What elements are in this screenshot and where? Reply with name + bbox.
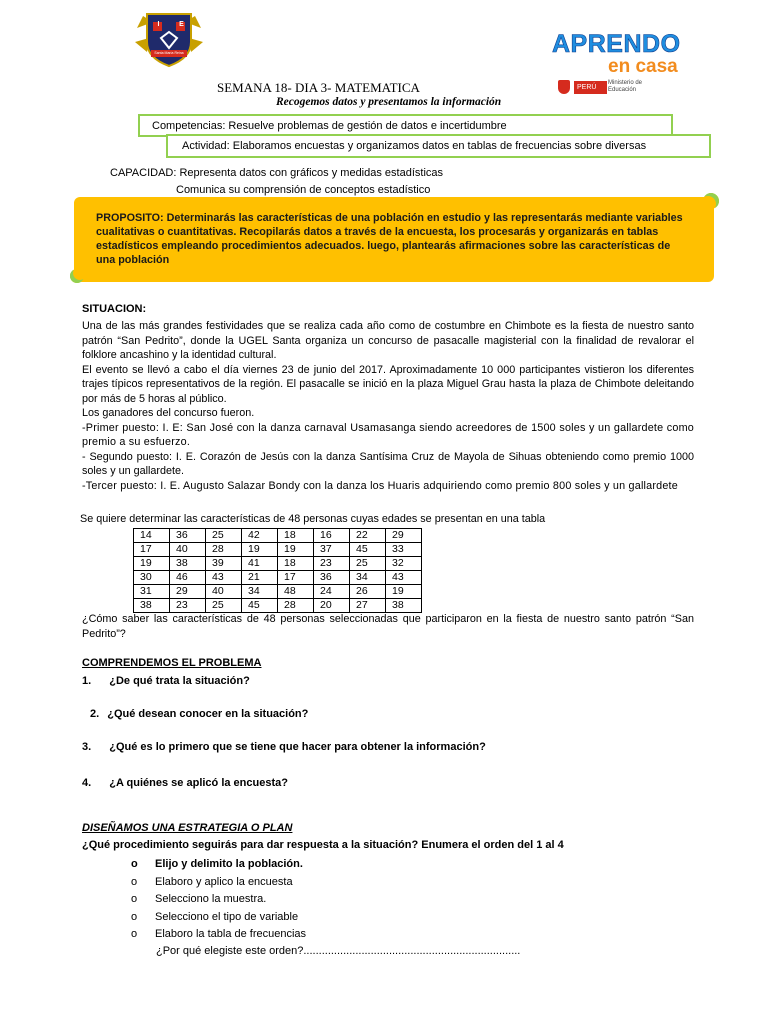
peru-shield-icon bbox=[558, 80, 570, 94]
actividad-box bbox=[166, 134, 711, 158]
ages-table-cell: 25 bbox=[206, 599, 242, 613]
plan-option-5: o Elaboro la tabla de frecuencias bbox=[155, 926, 306, 944]
ages-table-row bbox=[134, 571, 422, 585]
ages-table-cell: 20 bbox=[314, 599, 350, 613]
ages-table-cell: 29 bbox=[170, 585, 206, 599]
logo-school-name: Santa María Reina bbox=[154, 51, 184, 55]
comprendemos-heading: COMPRENDEMOS EL PROBLEMA bbox=[82, 657, 262, 669]
school-logo bbox=[133, 8, 205, 70]
situacion-heading: SITUACION: bbox=[82, 303, 147, 315]
ages-table-cell: 18 bbox=[278, 529, 314, 543]
question-4 bbox=[82, 777, 288, 789]
question-3 bbox=[82, 741, 486, 753]
ages-table-cell: 24 bbox=[314, 585, 350, 599]
competencias-text: Competencias: Resuelve problemas de gestión de datos e incertidumbre bbox=[152, 120, 507, 132]
ages-table-cell: 29 bbox=[386, 529, 422, 543]
ages-table-cell: 36 bbox=[170, 529, 206, 543]
ages-table-cell: 25 bbox=[206, 529, 242, 543]
disenamos-heading: DISEÑAMOS UNA ESTRATEGIA O PLAN bbox=[82, 822, 293, 834]
ages-table-cell: 30 bbox=[134, 571, 170, 585]
plan-option-2: o Elaboro y aplico la encuesta bbox=[155, 874, 306, 892]
ages-table-cell: 14 bbox=[134, 529, 170, 543]
ages-table-cell: 23 bbox=[170, 599, 206, 613]
ages-table-row bbox=[134, 529, 422, 543]
ages-table-cell: 43 bbox=[386, 571, 422, 585]
brand-country: PERÚ bbox=[574, 81, 607, 94]
ages-table-row bbox=[134, 585, 422, 599]
capacidad-line1: CAPACIDAD: Representa datos con gráficos y medidas estadísticas bbox=[110, 167, 444, 179]
why-order-question: ¿Por qué elegiste este orden?....................................................................... bbox=[156, 945, 521, 957]
ages-table-cell: 43 bbox=[206, 571, 242, 585]
question-1-num: 1. bbox=[82, 675, 92, 687]
ages-table-cell: 26 bbox=[350, 585, 386, 599]
ages-table-cell: 23 bbox=[314, 557, 350, 571]
ages-table-cell: 22 bbox=[350, 529, 386, 543]
ages-table bbox=[133, 528, 422, 613]
question-3-text: ¿Qué es lo primero que se tiene que hacer para obtener la información? bbox=[109, 741, 486, 753]
ages-table-cell: 45 bbox=[350, 543, 386, 557]
ages-table-cell: 37 bbox=[314, 543, 350, 557]
brand-line1: APRENDO bbox=[552, 30, 681, 58]
ages-table-cell: 38 bbox=[170, 557, 206, 571]
ages-table-cell: 40 bbox=[170, 543, 206, 557]
ages-table-cell: 27 bbox=[350, 599, 386, 613]
situacion-p2: El evento se llevó a cabo el día viernes 23 de junio del 2017. Aproximadamente 10 000 participantes vistieron los diferentes trajes típicos representativos de la región. El pasacalle se inició en la plaza Miguel Grau hasta la plaza de Chimbote deleitando por más de 5 horas al público. bbox=[82, 363, 694, 405]
banner-curl-icon bbox=[703, 193, 719, 209]
brand-ministry: Ministerio de Educación bbox=[608, 80, 643, 93]
ages-table-cell: 17 bbox=[278, 571, 314, 585]
question-4-text: ¿A quiénes se aplicó la encuesta? bbox=[109, 777, 288, 789]
disenamos-question: ¿Qué procedimiento seguirás para dar respuesta a la situación? Enumera el orden del 1 al 4 bbox=[82, 839, 564, 851]
ages-table-row bbox=[134, 543, 422, 557]
question-4-num: 4. bbox=[82, 777, 92, 789]
ages-table-cell: 19 bbox=[134, 557, 170, 571]
subtitle: Recogemos datos y presentamos la información bbox=[276, 96, 502, 108]
actividad-text: Actividad: Elaboramos encuestas y organizamos datos en tablas de frecuencias sobre diversas bbox=[182, 140, 647, 152]
ages-table-cell: 48 bbox=[278, 585, 314, 599]
situacion-p3: Los ganadores del concurso fueron. bbox=[82, 407, 255, 419]
ages-table-cell: 45 bbox=[242, 599, 278, 613]
ages-table-cell: 28 bbox=[206, 543, 242, 557]
ages-table-cell: 18 bbox=[278, 557, 314, 571]
proposito-text: PROPOSITO: Determinarás las características de una población en estudio y las representarás mediante variables cualitativas o cuantitativas. Recopilarás datos a través de la encuesta, los procesarás y organizarás en tablas estadísticos empleando procedimientos adecuados. luego, plantearás afirmaciones sobre las características de una población bbox=[96, 212, 683, 266]
plan-option-1: o Elijo y delimito la población. bbox=[155, 856, 306, 874]
question-after-table: ¿Cómo saber las características de 48 personas seleccionadas que participaron en la fiesta de nuestro santo patrón “San Pedrito”? bbox=[82, 613, 694, 640]
ages-table-cell: 34 bbox=[242, 585, 278, 599]
ages-table-cell: 38 bbox=[134, 599, 170, 613]
proposito-banner bbox=[74, 197, 714, 282]
question-2 bbox=[90, 708, 308, 720]
ages-table-cell: 31 bbox=[134, 585, 170, 599]
ages-table-cell: 33 bbox=[386, 543, 422, 557]
question-2-text: ¿Qué desean conocer en la situación? bbox=[107, 708, 309, 720]
ages-table-cell: 34 bbox=[350, 571, 386, 585]
plan-options-list bbox=[155, 856, 306, 944]
ages-table-cell: 39 bbox=[206, 557, 242, 571]
ages-table-cell: 38 bbox=[386, 599, 422, 613]
brand-line2: en casa bbox=[608, 56, 678, 77]
ages-table-cell: 36 bbox=[314, 571, 350, 585]
question-2-num: 2. bbox=[90, 708, 100, 720]
capacidad-line2: Comunica su comprensión de conceptos estadístico bbox=[176, 184, 431, 196]
ages-table-row bbox=[134, 599, 422, 613]
ages-table-cell: 42 bbox=[242, 529, 278, 543]
aprendo-en-casa-logo bbox=[548, 28, 682, 98]
ages-table-row bbox=[134, 557, 422, 571]
ages-table-cell: 28 bbox=[278, 599, 314, 613]
plan-option-4: o Selecciono el tipo de variable bbox=[155, 909, 306, 927]
logo-letter-i: I bbox=[157, 21, 160, 28]
ages-table-cell: 19 bbox=[278, 543, 314, 557]
ages-table-cell: 32 bbox=[386, 557, 422, 571]
ages-table-cell: 17 bbox=[134, 543, 170, 557]
ages-table-cell: 46 bbox=[170, 571, 206, 585]
ages-table-cell: 25 bbox=[350, 557, 386, 571]
ages-table-cell: 40 bbox=[206, 585, 242, 599]
situacion-body bbox=[82, 319, 694, 493]
question-1 bbox=[82, 675, 250, 687]
week-title: SEMANA 18- DIA 3- MATEMATICA bbox=[217, 80, 420, 95]
question-1-text: ¿De qué trata la situación? bbox=[109, 675, 250, 687]
situacion-p5: - Segundo puesto: I. E. Corazón de Jesús con la danza Santísima Cruz de Mayola de Sihuas obteniendo como premio 1000 soles y un gallardete. bbox=[82, 450, 694, 477]
situacion-p7: Se quiere determinar las características de 48 personas cuyas edades se presentan en una tabla bbox=[80, 513, 546, 525]
logo-letter-e: E bbox=[179, 21, 184, 28]
ages-table-cell: 19 bbox=[386, 585, 422, 599]
plan-option-3: o Selecciono la muestra. bbox=[155, 891, 306, 909]
ages-table-cell: 41 bbox=[242, 557, 278, 571]
ages-table-cell: 16 bbox=[314, 529, 350, 543]
situacion-p4: -Primer puesto: I. E: San José con la danza carnaval Usamasanga siendo acreedores de 1500 soles y un gallardete como premio a su esfuerzo. bbox=[82, 421, 694, 448]
banner-curl-bottom-icon bbox=[70, 269, 84, 283]
ages-table-cell: 19 bbox=[242, 543, 278, 557]
situacion-p1: Una de las más grandes festividades que se realiza cada año como de costumbre en Chimbote es la fiesta de nuestro santo patrón “San Pedrito”, donde la UGEL Santa organiza un concurso de pasacalle magisterial con la finalidad de revalorar el folklore ancashino y la identidad cultural. bbox=[82, 320, 694, 361]
ages-table-cell: 21 bbox=[242, 571, 278, 585]
question-3-num: 3. bbox=[82, 741, 92, 753]
situacion-p6: -Tercer puesto: I. E. Augusto Salazar Bondy con la danza los Huaris adquiriendo como premio 800 soles y un gallardete bbox=[82, 479, 678, 492]
